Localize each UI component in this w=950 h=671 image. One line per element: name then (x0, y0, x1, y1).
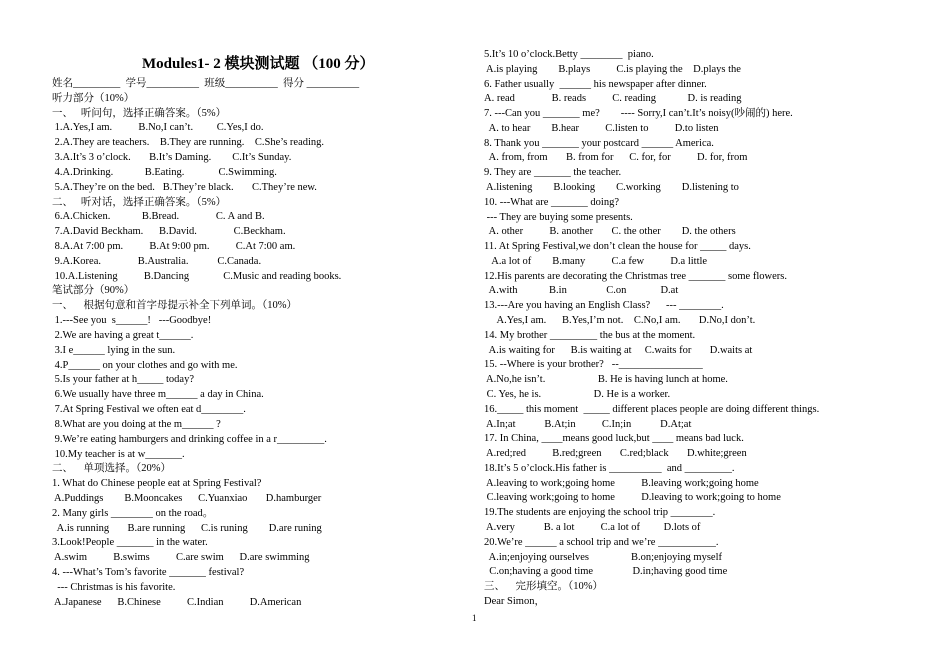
left-text-line: 3.Look!People _______ in the water. (52, 537, 208, 549)
left-text-line: 7.At Spring Festival we often eat d________. (52, 404, 246, 416)
left-text-line: 4. ---What’s Tom’s favorite _______ festival? (52, 567, 245, 579)
left-text-line: 5.A.They’re on the bed. B.They’re black. C.They’re new. (52, 181, 317, 193)
left-text-line: 6.We usually have three m______ a day in China. (52, 389, 264, 401)
right-text-line: A. to hear B.hear C.listen to D.to listen (484, 122, 719, 134)
left-text-line: --- Christmas is his favorite. (52, 581, 176, 593)
right-text-line: 13.---Are you having an English Class? --- ________. (484, 300, 724, 312)
right-text-line: C.leaving work;going to home D.leaving to work;going to home (484, 492, 781, 504)
right-text-line: 5.It’s 10 o’clock.Betty ________ piano. (484, 49, 654, 60)
right-text-line: 9. They are _______ the teacher. (484, 167, 622, 179)
left-text-line: 二、 听对话，选择正确答案。（5%） (52, 196, 227, 208)
right-text-line: 17. In China, ____means good luck,but ____ means bad luck. (484, 433, 744, 445)
left-text-line: A.Japanese B.Chinese C.Indian D.American (52, 596, 302, 608)
left-text-line: A.is running B.are running C.is runing D.are runing (52, 522, 322, 534)
right-text-line: 19.The students are enjoying the school trip ________. (484, 507, 716, 519)
left-text-line: 二、 单项选择。（20%） (52, 463, 171, 475)
left-text-line: 笔试部分（90%） (52, 285, 135, 297)
right-text-line: 15. --Where is your brother? --________________ (484, 359, 703, 371)
right-text-line: A.In;at B.At;in C.In;in D.At;at (484, 418, 692, 430)
left-text-line: A.swim B.swims C.are swim D.are swimming (52, 552, 310, 564)
right-text-line: A.with B.in C.on D.at (484, 285, 679, 297)
left-text-line: 1.---See you s______! ---Goodbye! (52, 315, 212, 327)
right-text-line: A.red;red B.red;green C.red;black D.white;green (484, 448, 747, 460)
right-text-line: 14. My brother _________ the bus at the moment. (484, 329, 696, 341)
right-text-line: 12.His parents are decorating the Christmas tree _______ some flowers. (484, 270, 787, 282)
right-text-line: A. other B. another C. the other D. the others (484, 226, 736, 238)
left-text-line: 10.My teacher is at w_______. (52, 448, 185, 460)
left-text-line: 9.A.Korea. B.Australia. C.Canada. (52, 255, 262, 267)
right-text-line: A.is playing B.plays C.is playing the D.plays the (484, 63, 741, 75)
right-text-line: 10. ---What are _______ doing? (484, 196, 619, 208)
left-text-line: 4.A.Drinking. B.Eating. C.Swimming. (52, 166, 277, 178)
left-text-line: 一、 根据句意和首字母提示补全下列单词。（10%） (52, 300, 297, 312)
left-text-line: 姓名_________ 学号__________ 班级__________ 得分 __________ (52, 78, 360, 89)
right-text-line: 7. ---Can you _______ me? ---- Sorry,I can’t.It’s noisy(吵闹的) here. (484, 108, 793, 120)
right-text-line: Dear Simon， (484, 595, 545, 607)
right-text-line: 18.It’s 5 o’clock.His father is __________ and _________. (484, 462, 735, 474)
left-text-line: 10.A.Listening B.Dancing C.Music and reading books. (52, 270, 342, 282)
left-text-line: 3.I e______ lying in the sun. (52, 344, 176, 356)
right-text-line: 11. At Spring Festival,we don’t clean the house for _____ days. (484, 241, 751, 253)
left-text-line: 2. Many girls ________ on the road。 (52, 507, 214, 519)
right-text-line: A.No,he isn’t. B. He is having lunch at home. (484, 374, 728, 386)
right-text-line: 20.We’re ______ a school trip and we’re ___________. (484, 536, 719, 548)
left-text-line: 6.A.Chicken. B.Bread. C. A and B. (52, 211, 265, 223)
left-text-line: 4.P______ on your clothes and go with me. (52, 359, 238, 371)
right-text-line: A. from, from B. from for C. for, for D. for, from (484, 152, 748, 164)
left-text-line: 8.A.At 7:00 pm. B.At 9:00 pm. C.At 7:00 am. (52, 241, 296, 253)
left-text-line: 2.A.They are teachers. B.They are running. C.She’s reading. (52, 137, 325, 149)
right-text-line: 三、 完形填空。（10%） (484, 581, 603, 593)
right-text-line: A. read B. reads C. reading D. is reading (484, 93, 742, 105)
right-text-line: A.leaving to work;going home B.leaving work;going home (484, 477, 759, 489)
right-text-line: C.on;having a good time D.in;having good time (484, 566, 728, 578)
right-text-line: A.very B. a lot C.a lot of D.lots of (484, 521, 701, 533)
left-text-line: A.Puddings B.Mooncakes C.Yuanxiao D.hamburger (52, 492, 322, 504)
left-text-line: 5.Is your father at h_____ today? (52, 374, 195, 386)
right-text-line: 6. Father usually ______ his newspaper after dinner. (484, 78, 707, 90)
right-text-line: A.Yes,I am. B.Yes,I’m not. C.No,I am. D.No,I don’t. (484, 315, 756, 327)
page-number: 1 (472, 613, 477, 623)
left-text-line: 1.A.Yes,I am. B.No,I can’t. C.Yes,I do. (52, 122, 264, 134)
right-text-line: A.a lot of B.many C.a few D.a little (484, 255, 708, 267)
left-text-line: 2.We are having a great t______. (52, 329, 194, 341)
page-title: Modules1- 2 模块测试题 （100 分） (142, 56, 375, 72)
left-text-line: 一、 听问句，选择正确答案。（5%） (52, 107, 227, 119)
left-text-line: 1. What do Chinese people eat at Spring Festival? (52, 478, 262, 490)
right-text-line: A.is waiting for B.is waiting at C.waits for D.waits at (484, 344, 753, 356)
left-text-line: 7.A.David Beckham. B.David. C.Beckham. (52, 226, 286, 238)
left-text-line: 听力部分（10%） (52, 92, 135, 104)
left-text-line: 8.What are you doing at the m______ ? (52, 418, 221, 430)
right-text-line: 8. Thank you _______ your postcard ______ America. (484, 137, 714, 149)
left-text-line: 9.We’re eating hamburgers and drinking coffee in a r_________. (52, 433, 327, 445)
right-text-line: --- They are buying some presents. (484, 211, 633, 223)
right-text-line: C. Yes, he is. D. He is a worker. (484, 388, 671, 400)
left-text-line: 3.A.It’s 3 o’clock. B.It’s Daming. C.It’s Sunday. (52, 152, 292, 164)
right-text-line: A.in;enjoying ourselves B.on;enjoying myself (484, 551, 722, 563)
right-text-line: A.listening B.looking C.working D.listening to (484, 182, 739, 194)
right-text-line: 16._____ this moment _____ different places people are doing different things. (484, 403, 820, 415)
